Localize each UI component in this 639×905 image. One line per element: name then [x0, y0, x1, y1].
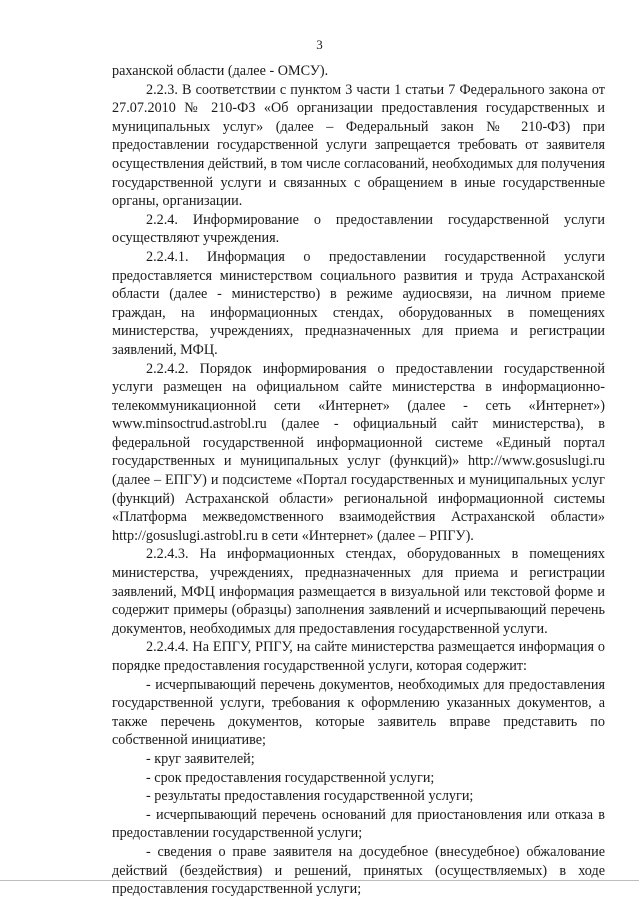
list-item-documents: - исчерпывающий перечень документов, необходимых для предоставления государственной услуги, требования к оформлению указанных документов, а также перечень документов, которые заявитель вправе представить по собственной инициативе;	[112, 676, 605, 749]
paragraph-2-2-3: 2.2.3. В соответствии с пунктом 3 части 1 статьи 7 Федерального закона от 27.07.2010 № 210-ФЗ «Об организации предоставления государственных и муниципальных услуг» (далее – Федеральный закон № 210-ФЗ) при предоставлении государственной услуги запрещается требовать от заявителя осуществления действий, в том числе согласований, необходимых для получения государственной услуги и связанных с обращением в иные государственные органы, организации.	[112, 81, 605, 210]
bottom-divider	[0, 880, 639, 881]
paragraph-2-2-4-2: 2.2.4.2. Порядок информирования о предоставлении государственной услуги размещен на официальном сайте министерства в информационно-телекоммуникационной сети «Интернет» (далее - сеть «Интернет») www.minsoctrud.astrobl.ru (далее - официальный сайт министерства), в федеральной государственной информационной системе «Единый портал государственных и муниципальных услуг (функций)» http://www.gosuslugi.ru (далее – ЕПГУ) и подсистеме «Портал государственных и муниципальных услуг (функций) Астраханской области» региональной информационной системы «Платформа межведомственного взаимодействия Астраханской области» http://gosuslugi.astrobl.ru в сети «Интернет» (далее – РПГУ).	[112, 360, 605, 544]
list-item-term: - срок предоставления государственной услуги;	[146, 769, 435, 786]
list-item-refusal-grounds: - исчерпывающий перечень оснований для приостановления или отказа в предоставлении государственной услуги;	[112, 806, 605, 842]
paragraph-2-2-4-4: 2.2.4.4. На ЕПГУ, РПГУ, на сайте министерства размещается информация о порядке предоставления государственной услуги, которая содержит:	[112, 639, 605, 674]
paragraph-continuation: раханской области (далее - ОМСУ).	[112, 63, 329, 79]
page-number: 3	[316, 37, 323, 52]
document-body	[112, 62, 605, 899]
paragraph-2-2-4-1: 2.2.4.1. Информация о предоставлении государственной услуги предоставляется министерством социального развития и труда Астраханской области (далее - министерство) в режиме аудиосвязи, на личном приеме граждан, на информационных стендах, оборудованных в помещениях министерства, учреждениях, предназначенных для приема и регистрации заявлений, МФЦ.	[112, 248, 605, 358]
list-item-results: - результаты предоставления государственной услуги;	[146, 788, 474, 805]
list-item-appeal-rights: - сведения о праве заявителя на досудебное (внесудебное) обжалование действий (бездействия) и решений, принятых (осуществляемых) в ходе предоставления государственной услуги;	[112, 843, 605, 898]
paragraph-2-2-4-3: 2.2.4.3. На информационных стендах, оборудованных в помещениях министерства, учреждениях, предназначенных для приема и регистрации заявлений, МФЦ информация размещается в визуальной или текстовой форме и содержит примеры (образцы) заполнения заявлений и исчерпывающий перечень документов, необходимых для предоставления государственной услуги.	[112, 546, 605, 637]
list-item-applicants: - круг заявителей;	[146, 750, 255, 767]
paragraph-2-2-4: 2.2.4. Информирование о предоставлении государственной услуги осуществляют учреждения.	[112, 211, 605, 247]
